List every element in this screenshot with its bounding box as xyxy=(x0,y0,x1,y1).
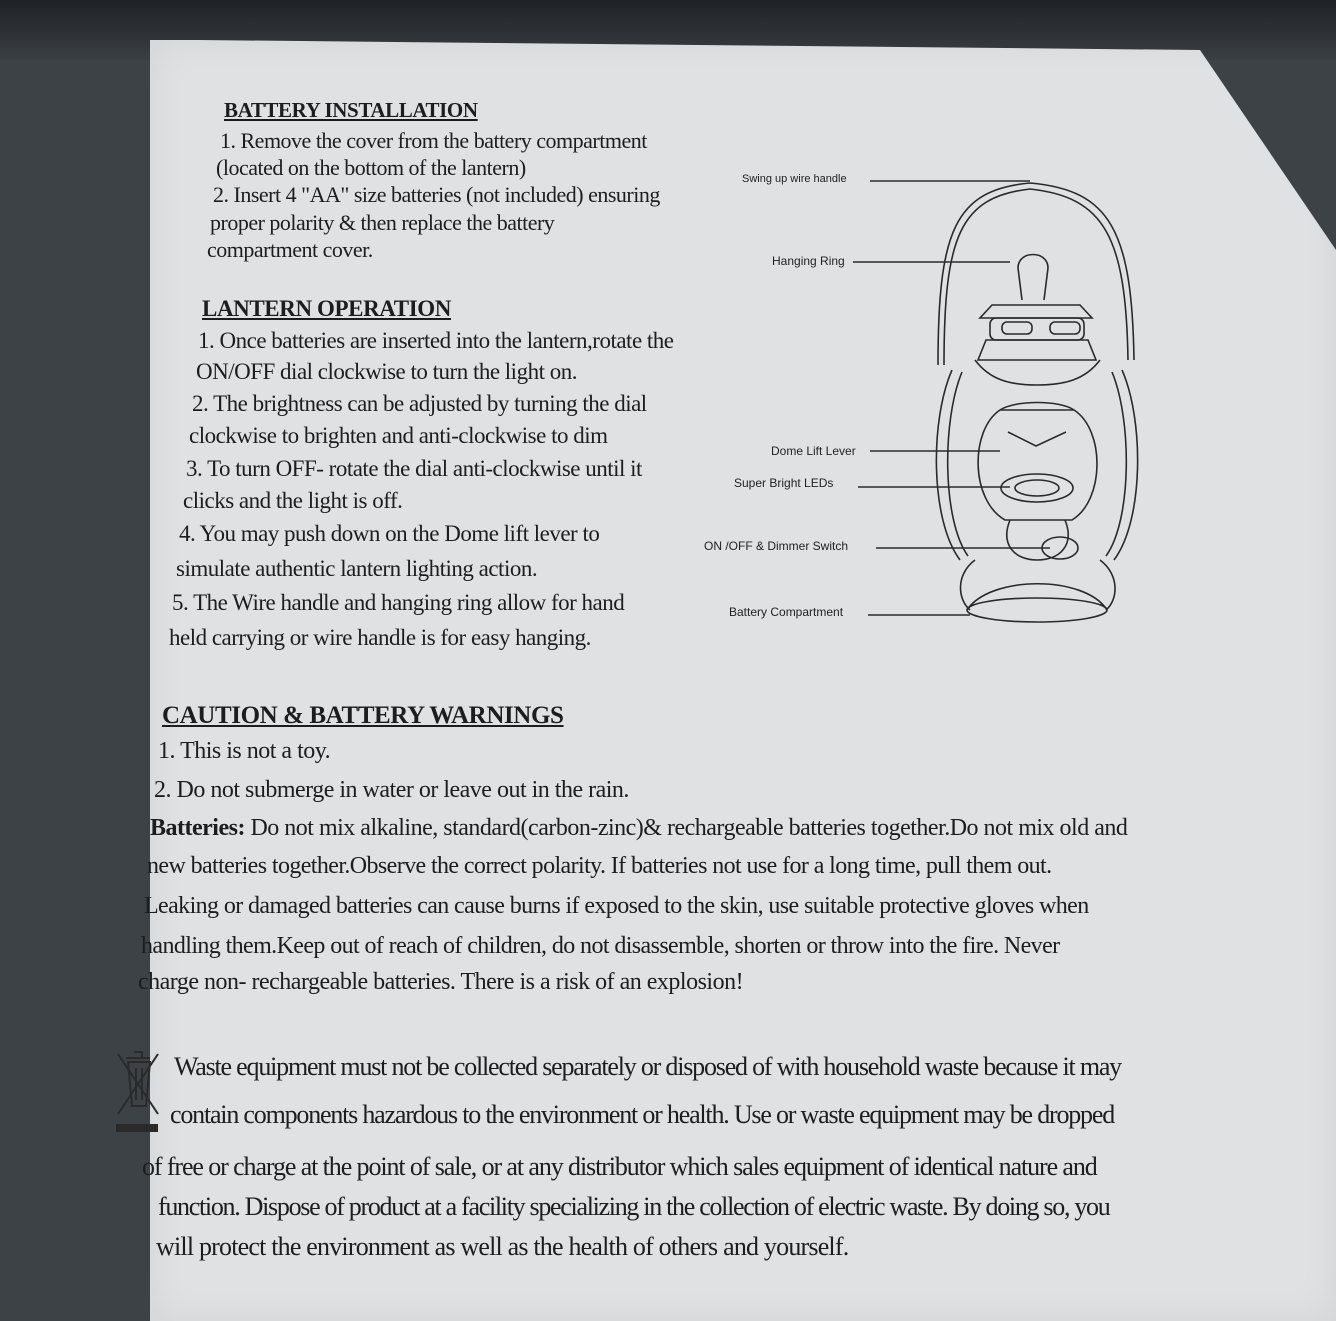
battery-installation-line: (located on the bottom of the lantern) xyxy=(216,155,526,180)
caution-line: 2. Do not submerge in water or leave out in the rain. xyxy=(154,777,629,803)
battery-installation-line: compartment cover. xyxy=(207,237,373,262)
batteries-line: charge non- rechargeable batteries. There is a risk of an explosion! xyxy=(138,969,744,995)
lantern-operation-heading: LANTERN OPERATION xyxy=(202,296,451,321)
battery-installation-line: proper polarity & then replace the battery xyxy=(210,210,555,235)
lantern-operation-line: clicks and the light is off. xyxy=(183,488,403,513)
batteries-line: new batteries together.Observe the correct polarity. If batteries not use for a long time, pull them out. xyxy=(147,853,1052,879)
lantern-operation-line: 3. To turn OFF- rotate the dial anti-clockwise until it xyxy=(186,456,642,481)
lantern-operation-line: 4. You may push down on the Dome lift lever to xyxy=(179,521,600,546)
waste-line: will protect the environment as well as the health of others and yourself. xyxy=(156,1232,849,1261)
diagram-label-ring: Hanging Ring xyxy=(772,254,845,268)
lantern-operation-line: clockwise to brighten and anti-clockwise to dim xyxy=(189,423,608,448)
batteries-line-first xyxy=(150,815,1127,842)
lantern-operation-line: simulate authentic lantern lighting action. xyxy=(176,556,538,581)
battery-installation-heading: BATTERY INSTALLATION xyxy=(224,98,478,122)
diagram-label-handle: Swing up wire handle xyxy=(742,173,847,185)
waste-line: Waste equipment must not be collected separately or disposed of with household waste because it may xyxy=(174,1052,1121,1081)
diagram-label-battery: Battery Compartment xyxy=(729,605,844,619)
waste-line: of free or charge at the point of sale, or at any distributor which sales equipment of identical nature and xyxy=(142,1152,1097,1181)
lantern-operation-line: 1. Once batteries are inserted into the lantern,rotate the xyxy=(198,328,674,353)
caution-line: 1. This is not a toy. xyxy=(158,738,331,764)
batteries-line: Leaking or damaged batteries can cause burns if exposed to the skin, use suitable protective gloves when xyxy=(144,893,1089,919)
batteries-line: handling them.Keep out of reach of children, do not disassemble, shorten or throw into the fire. Never xyxy=(141,933,1060,959)
crossed-bin-icon xyxy=(112,1044,162,1136)
waste-line: function. Dispose of product at a facility specializing in the collection of electric waste. By doing so, you xyxy=(158,1192,1110,1221)
batteries-label: Batteries: xyxy=(150,815,245,841)
battery-installation-line: 2. Insert 4 "AA" size batteries (not included) ensuring xyxy=(213,182,660,207)
battery-installation-line: 1. Remove the cover from the battery compartment xyxy=(220,128,647,153)
lantern-operation-line: 2. The brightness can be adjusted by turning the dial xyxy=(192,391,647,416)
diagram-label-lever: Dome Lift Lever xyxy=(771,444,856,458)
caution-heading: CAUTION & BATTERY WARNINGS xyxy=(162,702,564,729)
waste-line: contain components hazardous to the environment or health. Use or waste equipment may be dropped xyxy=(170,1100,1114,1129)
diagram-label-switch: ON /OFF & Dimmer Switch xyxy=(704,539,849,553)
lantern-operation-line: 5. The Wire handle and hanging ring allow for hand xyxy=(172,590,625,615)
diagram-label-leds: Super Bright LEDs xyxy=(734,476,834,490)
lantern-operation-line: ON/OFF dial clockwise to turn the light on. xyxy=(196,359,577,384)
batteries-text: Do not mix alkaline, standard(carbon-zinc)& rechargeable batteries together.Do not mix old and xyxy=(244,815,1128,841)
lantern-operation-line: held carrying or wire handle is for easy hanging. xyxy=(169,625,591,650)
